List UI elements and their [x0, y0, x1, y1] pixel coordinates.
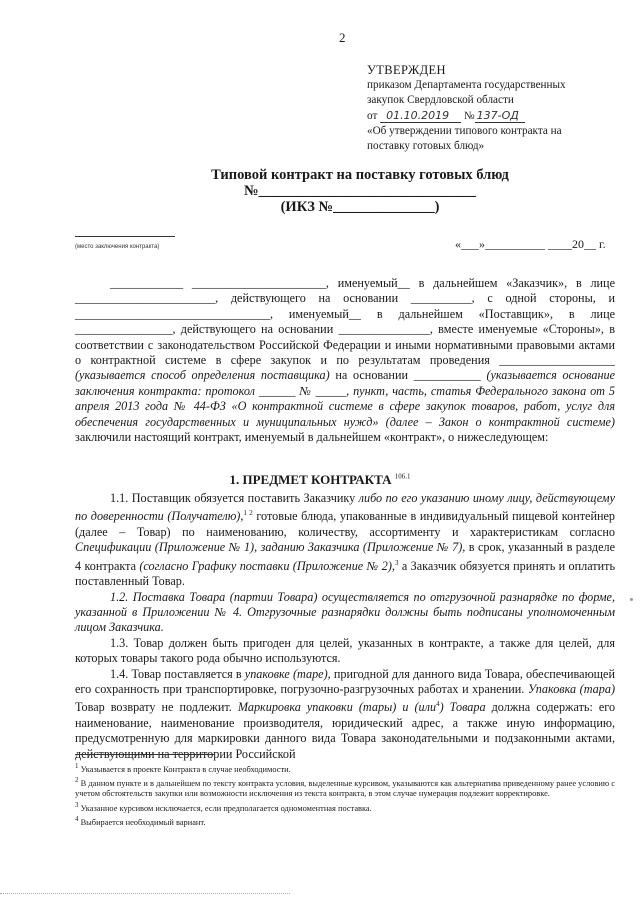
section-body	[75, 491, 615, 762]
footnote-ref: 3	[394, 558, 399, 567]
preamble-italic: (указывается способ определения поставщика)	[75, 368, 330, 383]
footnote-ref: 4	[436, 700, 440, 709]
clause-1-3: 1.3. Товар должен быть пригоден для целей, указанных в контракте, а также для целей, для которых товары такого рода обычно используются.	[75, 635, 615, 666]
date-prefix: от	[367, 110, 378, 122]
preamble-text: на основании ___________	[335, 368, 481, 383]
clause-1-4	[75, 667, 615, 763]
footnote-num: 3	[75, 800, 79, 809]
clause-1-2	[75, 590, 615, 636]
footnote-text: В данном пункте и в дальнейшем по тексту контракта условия, выделенные курсивом, указываются как альтернатива приведенному ранее условию с учетом обстоятельств закупки или возможности исключения из текста контракта, в этом случае нумерация подлежит корректировке.	[75, 779, 615, 799]
approval-line: «Об утверждении типового контракта на	[367, 125, 562, 137]
clause-italic: Спецификации (Приложение № 1), заданию Заказчика (Приложение № 7),	[75, 540, 466, 555]
approval-date-line	[367, 108, 617, 124]
approval-line: приказом Департамента государственных	[367, 79, 566, 91]
footnote	[75, 814, 615, 828]
clause-text: Товар возврату не подлежит.	[75, 700, 232, 715]
clause-1-1	[75, 491, 615, 590]
scan-edge-line	[0, 893, 290, 894]
footnote-text: Указанное курсивом исключается, если предполагается одномоментная поставка.	[80, 803, 372, 813]
preamble	[75, 276, 615, 445]
clause-italic: упаковке (таре),	[244, 666, 331, 681]
document-title: Типовой контракт на поставку готовых блюд	[211, 167, 509, 183]
footnote	[75, 775, 615, 800]
handwritten-number: 137-ОД	[475, 109, 525, 123]
handwritten-date: 01.10.2019	[380, 109, 461, 123]
place-caption: (место заключения контракта)	[75, 244, 160, 250]
page-number: 2	[339, 30, 346, 45]
clause-italic: либо по его указанию иному лицу, действующему по доверенности (Получателю),	[75, 491, 615, 524]
place-underline	[75, 236, 175, 237]
section-title-text: 1. ПРЕДМЕТ КОНТРАКТА	[229, 472, 392, 487]
footnotes	[75, 761, 615, 828]
contract-number-line: №______________________________	[243, 183, 477, 199]
preamble-text: ____________ ______________________, именуемый__ в дальнейшем «Заказчик», в лице _______________________, действующего на основании __________, с одной стороны, и ________________________________, именуемый__ в дальнейшем «Поставщик», в лице ________________, действующего на основании _______________, вместе именуемые «Стороны», в соответствии с законодательством Российской Федерации и иными нормативными правовыми актами о контрактной системе в сфере закупок и по результатам проведения ___________________	[75, 276, 615, 368]
section-title	[0, 472, 640, 488]
contract-date-line: «___»__________ ____20__ г.	[455, 237, 606, 251]
clause-italic: 1.2. Поставка Товара (партии Товара) осуществляется по отгрузочной разнарядке по форме, указанной в Приложении № 4. Отгрузочные разнарядки должны быть подписаны уполномоченным лицом Заказчика.	[75, 589, 615, 635]
scan-mark	[630, 598, 633, 601]
footnote	[75, 800, 615, 814]
footnote-num: 1	[75, 762, 79, 770]
footnote-num: 2	[75, 776, 79, 785]
section-title-sup: 106.1	[394, 472, 411, 481]
footnote-ref: 1 2	[243, 509, 253, 518]
approval-line: поставку готовых блюд»	[367, 140, 485, 152]
footnote-text: Указывается в проекте Контракта в случае необходимости.	[80, 764, 291, 774]
clause-text: 1.1. Поставщик обязуется поставить Заказчику	[110, 491, 356, 505]
clause-text: в срок, указанный в разделе 4 контракта	[75, 540, 615, 573]
ikz-line: (ИКЗ №______________)	[280, 199, 440, 215]
approval-heading: УТВЕРЖДЕН	[367, 63, 446, 77]
clause-text: 1.4. Товар поставляется в	[110, 666, 242, 681]
clause-text: пригодной для данного вида Товара, обеспечивающей его сохранность при транспортировке, погрузочно-разгрузочных работах и хранении.	[75, 666, 615, 696]
clause-italic: Маркировка упаковки (тары) и (или	[237, 700, 437, 715]
footnote-num: 4	[75, 815, 79, 824]
preamble-text: заключили настоящий контракт, именуемый в дальнейшем «контракт», о нижеследующем:	[75, 430, 549, 445]
approval-block	[367, 63, 617, 154]
clause-italic: )	[439, 700, 444, 715]
approval-line: закупок Свердловской области	[367, 94, 514, 106]
footnote	[75, 761, 615, 775]
clause-text: а Заказчик обязуется принять и оплатить поставленный Товар.	[75, 558, 616, 589]
footnote-separator	[75, 754, 215, 755]
clause-italic: Упаковка (тара)	[527, 682, 616, 696]
clause-text: готовые блюда, упакованные в индивидуальный пищевой контейнер (далее – Товар) по наименованию, количеству, ассортименту и характеристикам согласно	[75, 509, 616, 539]
number-prefix: №	[463, 110, 475, 122]
footnote-text: Выбирается необходимый вариант.	[80, 817, 206, 827]
preamble-italic: (указывается основание заключения контракта: протокол ______ № _____, пункт, часть, статья Федерального закона от 5 апреля 2013 года № 44-ФЗ «О контрактной системе в сфере закупок товаров, работ, услуг для обеспечения государственных и муниципальных нужд» (далее – Закон о контрактной системе)	[75, 368, 616, 429]
clause-text: должна содержать: его наименование, наименование производителя, юридический адрес, а также иную информацию, предусмотренную для маркировки данного вида Товара законодательными и подзаконными актами, действующими на территории Российской	[75, 700, 616, 761]
clause-italic: (согласно Графику поставки (Приложение № 2),	[139, 558, 395, 573]
clause-italic: Товара	[449, 700, 486, 715]
